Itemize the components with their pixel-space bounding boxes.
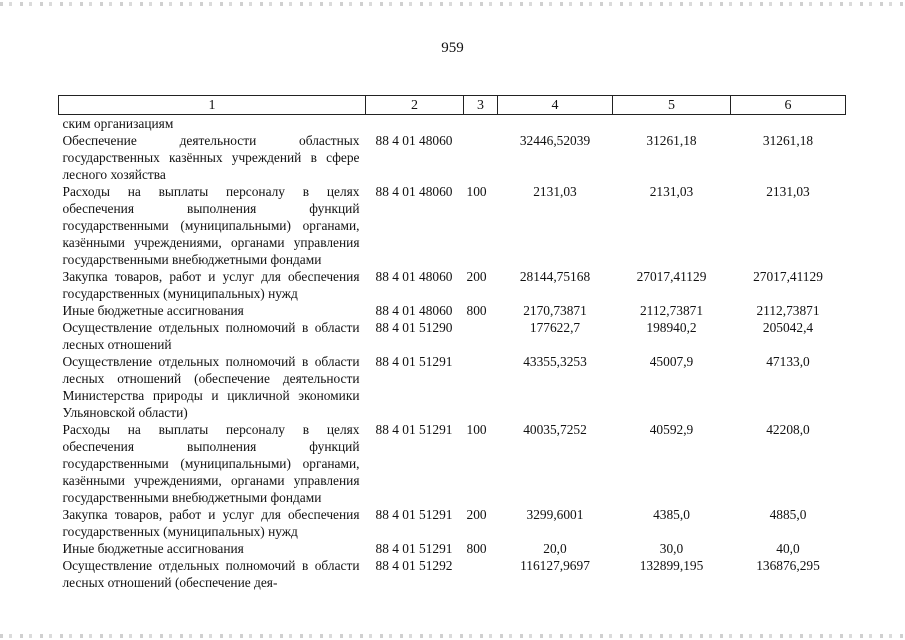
- row-value-3: 31261,18: [762, 133, 814, 148]
- row-value-3: 2112,73871: [756, 303, 820, 318]
- table-row: [59, 557, 846, 591]
- table-row: [59, 115, 846, 133]
- column-header-name: 1: [59, 96, 366, 115]
- row-expense-type: [464, 353, 498, 421]
- row-name: Осуществление отдельных полномочий в области лесных отношений (обеспечение деятельности Министерства природы и цикличной экономики Ульяновской области): [62, 354, 360, 420]
- row-name: Расходы на выплаты персоналу в целях обеспечения выполнения функций государственными (муниципальными) органами, казёнными учреждениями, органами управления государственными внебюджетными фондами: [62, 184, 360, 267]
- row-value-2: 45007,9: [649, 354, 694, 369]
- table-row: [59, 302, 846, 319]
- row-code: 88 4 01 51291: [375, 541, 453, 556]
- row-code: 88 4 01 51291: [375, 354, 453, 369]
- table-row: [59, 421, 846, 506]
- column-header-type: 3: [464, 96, 498, 115]
- row-value-3: 4885,0: [769, 507, 807, 522]
- row-value-1: 32446,52039: [519, 133, 591, 148]
- row-code: 88 4 01 51291: [375, 507, 453, 522]
- table-row: [59, 540, 846, 557]
- row-expense-type: 200: [466, 269, 487, 284]
- row-value-1: 43355,3253: [523, 354, 587, 369]
- row-value-2: 27017,41129: [636, 269, 707, 284]
- row-value-2: 132899,195: [639, 558, 704, 573]
- row-value-3: 47133,0: [766, 354, 810, 369]
- row-expense-type: 100: [466, 422, 487, 437]
- table-row: [59, 353, 846, 421]
- row-code: 88 4 01 48060: [375, 133, 453, 148]
- row-value-2: 4385,0: [653, 507, 690, 522]
- row-expense-type: 200: [466, 507, 487, 522]
- row-value-1: [498, 115, 613, 133]
- table-row: [59, 268, 846, 302]
- row-expense-type: 800: [466, 303, 487, 318]
- table-header-row: [59, 96, 846, 115]
- row-expense-type: 100: [466, 184, 487, 199]
- row-expense-type: [464, 557, 498, 591]
- column-header-year-2: 5: [613, 96, 731, 115]
- row-expense-type: [464, 132, 498, 183]
- row-name: Иные бюджетные ассигнования: [62, 303, 244, 318]
- row-value-3: 2131,03: [766, 184, 810, 199]
- row-code: 88 4 01 51291: [375, 422, 453, 437]
- row-value-2: 30,0: [659, 541, 684, 556]
- row-name: Расходы на выплаты персоналу в целях обеспечения выполнения функций государственными (муниципальными) органами, казёнными учреждениями, органами управления государственными внебюджетными фондами: [62, 422, 360, 505]
- row-value-3: [731, 115, 846, 133]
- row-value-2: 198940,2: [646, 320, 697, 335]
- row-value-1: 2131,03: [533, 184, 577, 199]
- table-row: [59, 132, 846, 183]
- row-name: Закупка товаров, работ и услуг для обеспечения государственных (муниципальных) нужд: [62, 269, 360, 301]
- row-code: 88 4 01 48060: [375, 303, 453, 318]
- table-row: [59, 183, 846, 268]
- row-value-1: 40035,7252: [523, 422, 587, 437]
- row-expense-type: 800: [466, 541, 487, 556]
- row-value-2: 31261,18: [646, 133, 697, 148]
- budget-table: [58, 95, 846, 591]
- row-expense-type: [464, 319, 498, 353]
- row-value-3: 40,0: [776, 541, 800, 556]
- row-value-1: 28144,75168: [519, 269, 591, 284]
- row-value-2: 2131,03: [649, 184, 694, 199]
- row-value-3: 136876,295: [756, 558, 820, 573]
- row-code: 88 4 01 51290: [375, 320, 453, 335]
- row-value-1: 116127,9697: [520, 558, 590, 573]
- row-expense-type: [464, 115, 498, 133]
- row-value-1: 177622,7: [529, 320, 581, 335]
- column-header-year-3: 6: [731, 96, 846, 115]
- column-header-year-1: 4: [498, 96, 613, 115]
- row-name: Обеспечение деятельности областных государственных казённых учреждений в сфере лесного хозяйства: [62, 133, 360, 182]
- row-name: ским организациям: [62, 116, 174, 131]
- scan-edge-top: [0, 2, 905, 6]
- row-code: 88 4 01 48060: [375, 269, 453, 284]
- table-row: [59, 319, 846, 353]
- row-value-2: [613, 115, 731, 133]
- row-value-2: 40592,9: [649, 422, 694, 437]
- row-value-1: 3299,6001: [526, 507, 584, 522]
- row-code: 88 4 01 48060: [375, 184, 453, 199]
- row-code: 88 4 01 51292: [375, 558, 453, 573]
- table-row: [59, 506, 846, 540]
- row-value-3: 42208,0: [766, 422, 810, 437]
- page-number: 959: [441, 40, 464, 56]
- row-value-3: 205042,4: [762, 320, 814, 335]
- scan-edge-bottom: [0, 634, 905, 638]
- row-code: [366, 115, 464, 133]
- row-value-3: 27017,41129: [753, 269, 823, 284]
- row-value-1: 2170,73871: [523, 303, 587, 318]
- row-name: Осуществление отдельных полномочий в области лесных отношений: [62, 320, 360, 352]
- column-header-code: 2: [366, 96, 464, 115]
- row-name: Иные бюджетные ассигнования: [62, 541, 244, 556]
- row-value-1: 20,0: [543, 541, 567, 556]
- row-value-2: 2112,73871: [639, 303, 704, 318]
- row-name: Осуществление отдельных полномочий в области лесных отношений (обеспечение дея-: [62, 558, 360, 590]
- row-name: Закупка товаров, работ и услуг для обеспечения государственных (муниципальных) нужд: [62, 507, 360, 539]
